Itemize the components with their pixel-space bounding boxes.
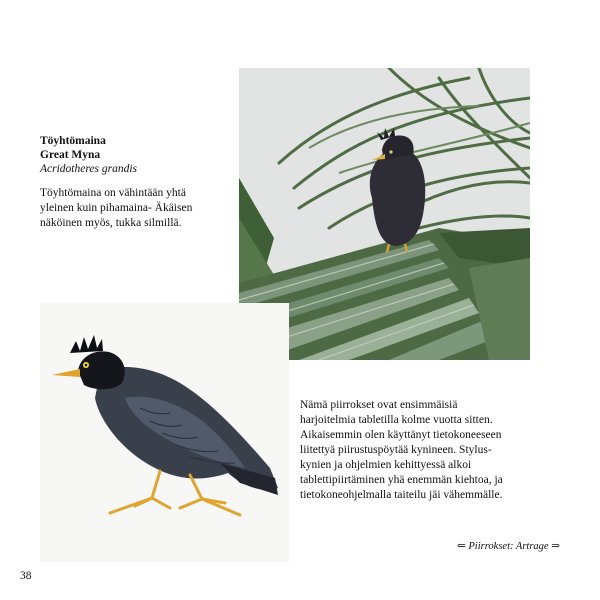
notes-paragraph (300, 398, 503, 503)
notes-line: Nämä piirrokset ovat ensimmäisiä (300, 399, 458, 411)
drawing-art (40, 303, 289, 562)
description-line: Töyhtömaina on vähintään yhtä (40, 187, 186, 199)
species-english-name: Great Myna (40, 149, 101, 161)
notes-line: liitettyä piirustuspöytää kynineen. Stylus- (300, 444, 492, 456)
species-latin-name: Acridotheres grandis (40, 163, 137, 175)
notes-line: Aikaisemmin olen käyttänyt tietokoneeseen (300, 429, 502, 441)
notes-line: tablettipiirtäminen yhä enemmän kiehtoa, ja (300, 474, 503, 486)
species-finnish-name: Töyhtömaina (40, 135, 106, 147)
description-line: yleinen kuin pihamaina- Äkäisen (40, 202, 193, 214)
species-description (40, 186, 192, 231)
page-number: 38 (20, 570, 32, 582)
description-line: näköinen myös, tukka silmillä. (40, 217, 182, 229)
drawing-caption: ⇐ Piirrokset: Artrage ⇒ (456, 541, 560, 552)
notes-line: tietokoneohjelmalla taiteilu jäi vähemmälle. (300, 489, 503, 501)
notes-line: harjoitelmia tabletilla kolme vuotta sitten. (300, 414, 493, 426)
notes-line: kynien ja ohjelmien kehittyessä alkoi (300, 459, 472, 471)
great-myna-drawing (40, 303, 289, 562)
